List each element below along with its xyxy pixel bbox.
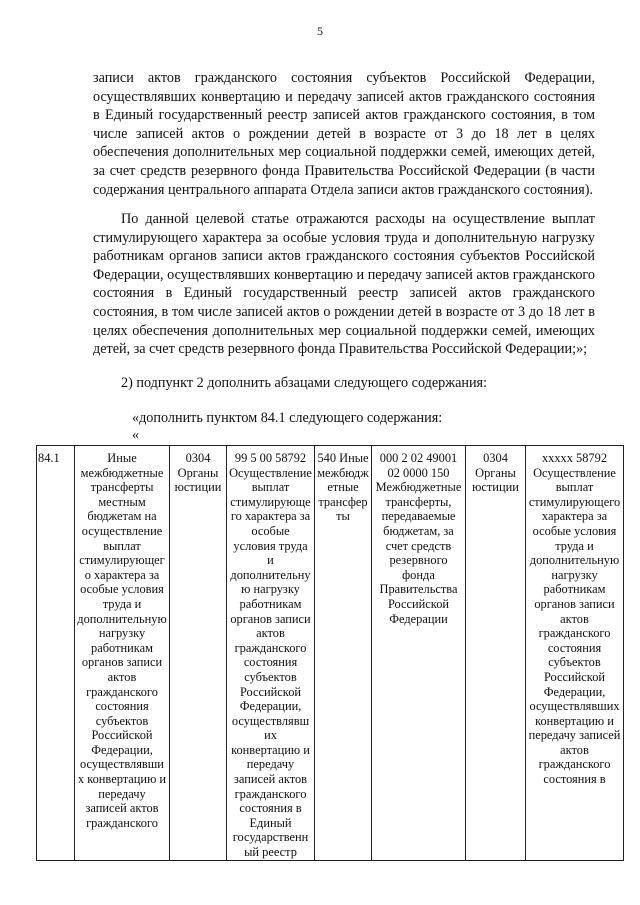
- paragraph-4: [132, 409, 602, 428]
- cell-expense-type: 540 Иные межбюджетные трансферты: [315, 446, 372, 861]
- cell-name: Иные межбюджетные трансферты местным бюджетам на осуществление выплат стимулирующего характера за особые условия труда и дополнительную нагрузку работникам органов записи актов гражданского состояния субъектов Российской Федерации, осуществлявших конвертацию и передачу записей актов гражданского: [75, 446, 170, 861]
- cell-revenue-code: 000 2 02 49001 02 0000 150 Межбюджетные трансферты, передаваемые бюджетам, за счет средств резервного фонда Правительства Российской Федерации: [372, 446, 466, 861]
- cell-ministry-code-2: 0304 Органы юстиции: [466, 446, 526, 861]
- paragraph-1: [93, 69, 595, 199]
- paragraph-3: [121, 374, 601, 393]
- page-number: 5: [317, 24, 323, 38]
- cell-target-code: 99 5 00 58792 Осуществление выплат стимулирующего характера за особые условия труда и дополнительную нагрузку работникам органов записи актов гражданского состояния субъектов Российской Федерации, осуществлявших конвертацию и передачу записей актов гражданского состояния в Единый государственный реестр: [227, 446, 315, 861]
- cell-ministry-code: 0304 Органы юстиции: [170, 446, 227, 861]
- paragraph-1-text: записи актов гражданского состояния субъектов Российской Федерации, осуществлявших конвертацию и передачу записей актов гражданского состояния в Единый государственный реестр записей актов гражданского состояния, в том числе записей актов о рождении детей в возрасте от 3 до 18 лет в целях обеспечения дополнительных мер социальной поддержки семей, имеющих детей, за счет средств резервного фонда Правительства Российской Федерации (в части содержания центрального аппарата Отдела записи актов гражданского состояния).: [93, 70, 595, 198]
- paragraph-2-text: По данной целевой статье отражаются расходы на осуществление выплат стимулирующего характера за особые условия труда и дополнительную нагрузку работникам органов записи актов гражданского состояния субъектов Российской Федерации, осуществлявших конвертацию и передачу записей актов гражданского состояния в Единый государственный реестр записей актов гражданского состояния, в том числе записей актов о рождении детей в возрасте от 3 до 18 лет в целях обеспечения дополнительных мер социальной поддержки семей, имеющих детей, за счет средств резервного фонда Правительства Российской Федерации;»;: [93, 211, 595, 358]
- paragraph-2: [93, 210, 595, 359]
- cell-target-code-2: ххххх 58792 Осуществление выплат стимулирующего характера за особые условия труда и дополнительную нагрузку работникам органов записи актов гражданского состояния субъектов Российской Федерации, осуществлявших конвертацию и передачу записей актов гражданского состояния в: [526, 446, 624, 861]
- paragraph-3-text: 2) подпункт 2 дополнить абзацами следующего содержания:: [121, 375, 488, 391]
- table-row: [37, 446, 624, 861]
- budget-classification-table: [36, 445, 624, 861]
- opening-quote-text: «: [132, 427, 140, 443]
- opening-quote: [132, 426, 172, 445]
- paragraph-4-text: «дополнить пунктом 84.1 следующего содержания:: [132, 410, 443, 426]
- cell-number: 84.1: [37, 446, 75, 861]
